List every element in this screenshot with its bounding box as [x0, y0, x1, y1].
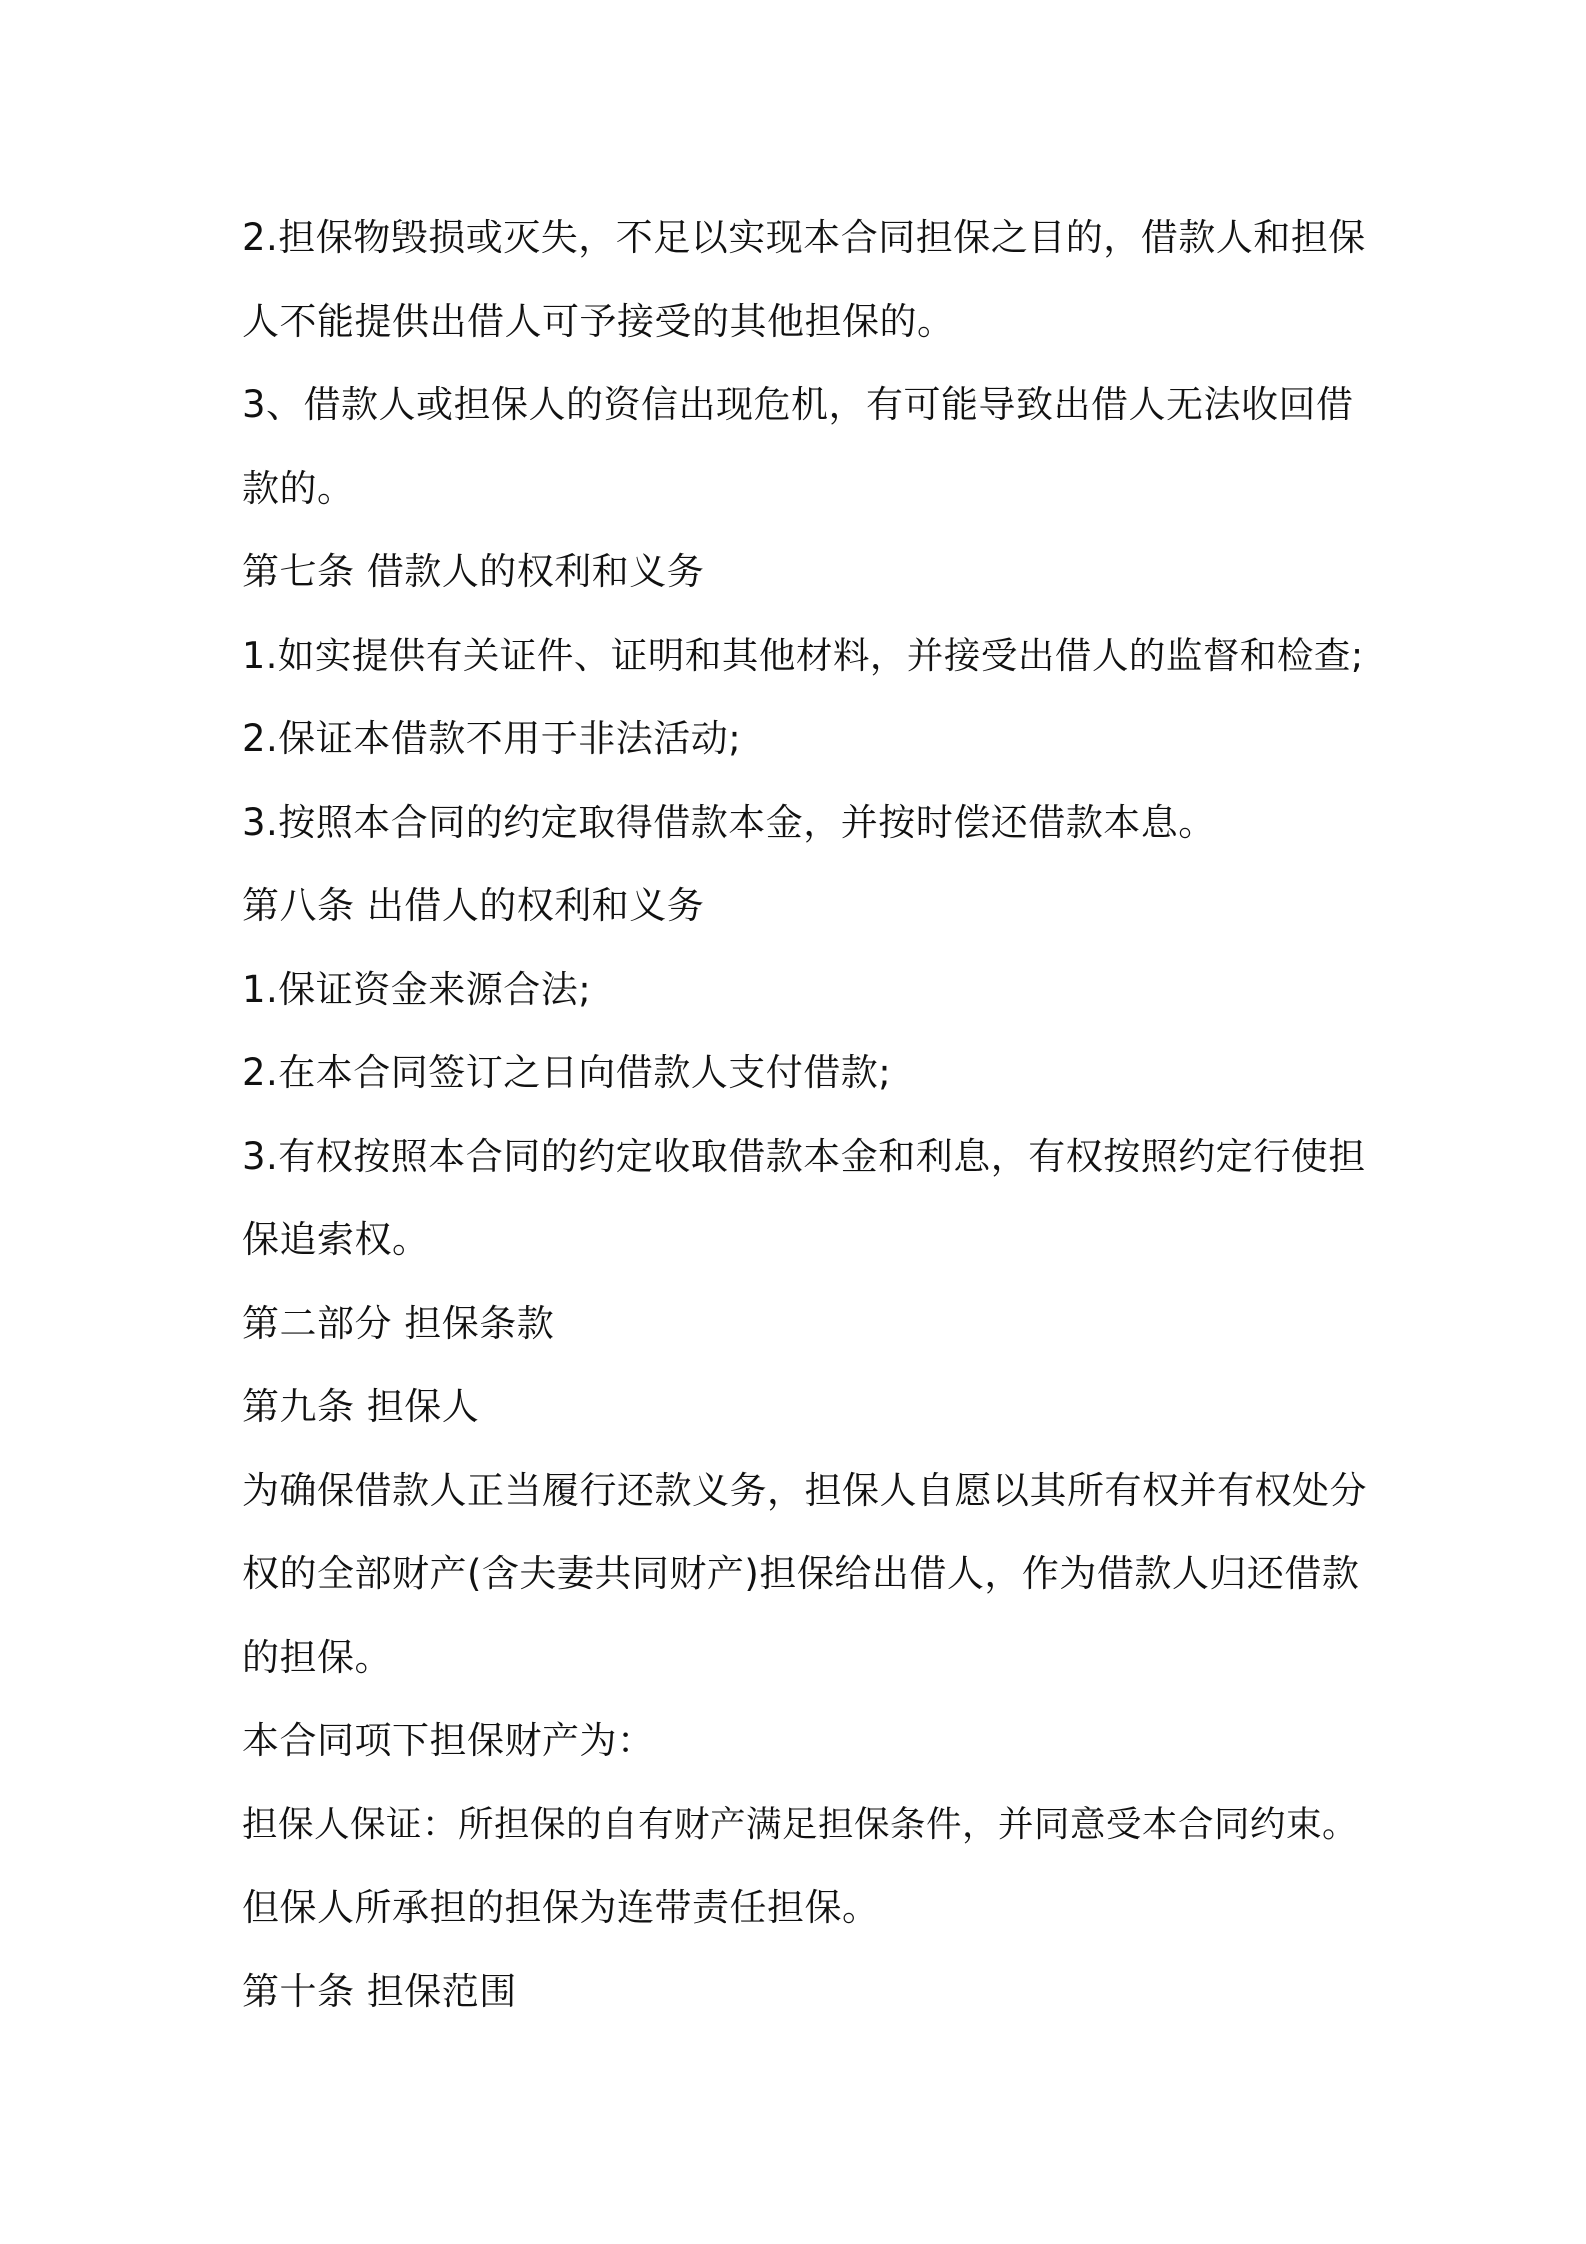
document-body [242, 196, 1372, 2033]
article-8-item-3-line-2: 保追索权。 [242, 1218, 430, 1261]
article-9-para-line-3: 的担保。 [242, 1635, 392, 1679]
part-2-heading: 第二部分 担保条款 [242, 1301, 555, 1345]
article-7-item-2: 2.保证本借款不用于非法活动; [242, 717, 742, 760]
article-8-item-2: 2.在本合同签订之日向借款人支付借款; [242, 1051, 892, 1094]
clause-6-item-3-line-1: 3、借款人或担保人的资信出现危机，有可能导致出借人无法收回借 [242, 383, 1354, 426]
article-9-para-line-2: 权的全部财产(含夫妻共同财产)担保给出借人，作为借款人归还借款 [242, 1552, 1360, 1595]
guarantee-property-line: 本合同项下担保财产为： [242, 1719, 655, 1762]
article-7-item-3: 3.按照本合同的约定取得借款本金，并按时偿还借款本息。 [242, 800, 1216, 844]
guarantor-warranty-line: 担保人保证：所担保的自有财产满足担保条件，并同意受本合同约束。 [242, 1803, 1359, 1845]
article-7-item-1: 1.如实提供有关证件、证明和其他材料，并接受出借人的监督和检查; [242, 633, 1364, 677]
joint-liability-line: 但保人所承担的担保为连带责任担保。 [242, 1886, 880, 1929]
article-8-heading: 第八条 出借人的权利和义务 [242, 884, 705, 927]
article-7-heading: 第七条 借款人的权利和义务 [242, 550, 705, 593]
article-10-heading: 第十条 担保范围 [242, 1969, 517, 2013]
article-8-item-3-line-1: 3.有权按照本合同的约定收取借款本金和利息，有权按照约定行使担 [242, 1134, 1366, 1178]
article-9-heading: 第九条 担保人 [242, 1385, 480, 1428]
clause-6-item-3-line-2: 款的。 [242, 466, 355, 510]
clause-6-item-2-line-1: 2.担保物毁损或灭失，不足以实现本合同担保之目的，借款人和担保 [242, 216, 1366, 259]
clause-6-item-2-line-2: 人不能提供出借人可予接受的其他担保的。 [242, 299, 955, 343]
article-8-item-1: 1.保证资金来源合法; [242, 967, 592, 1011]
article-9-para-line-1: 为确保借款人正当履行还款义务，担保人自愿以其所有权并有权处分 [242, 1468, 1367, 1512]
